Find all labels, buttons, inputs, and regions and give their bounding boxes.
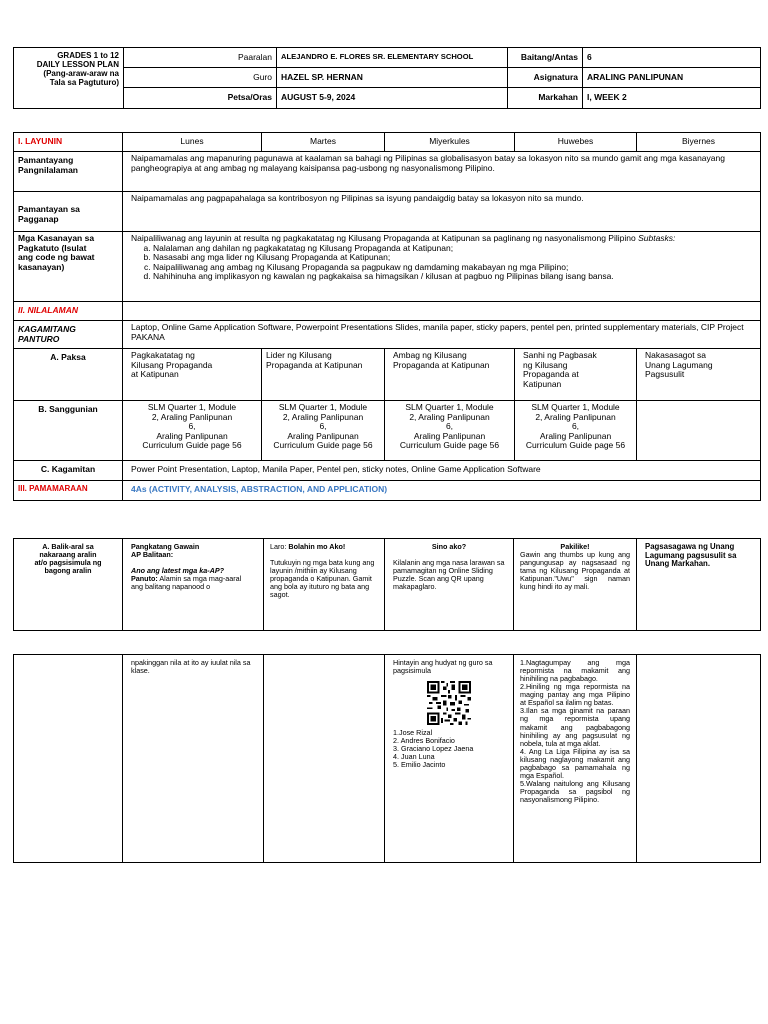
label-line: ang code ng bawat: [18, 252, 95, 263]
activities-table: [13, 538, 761, 631]
continuation-lunes: [123, 655, 264, 863]
paksa-biyernes: [637, 349, 761, 401]
qr-code-icon[interactable]: [427, 681, 471, 725]
kasanayan-label: [14, 232, 123, 302]
activity-title: Bolahin mo Ako!: [288, 542, 346, 551]
asignatura-label: Asignatura: [508, 68, 583, 88]
label-line: Mga Kasanayan sa: [18, 233, 95, 243]
continuation-biyernes: [637, 655, 761, 863]
sanggunian-line: Araling Panlipunan: [156, 430, 228, 441]
list-item: 3.Ilan sa mga ginamit na paraan ng mga repormista upang makamit ang pagbabagong hinihiling ay ang pagsusulat ng nobela, tula at mga aklat.: [520, 706, 630, 748]
label-line: Pangnilalaman: [18, 164, 78, 175]
dlp-title-line: GRADES 1 to 12: [57, 51, 119, 60]
kagamitang-text: Laptop, Online Game Application Software, Powerpoint Presentations Slides, manila paper, sticky papers, pentel pen, printed supplementary materials, CIP Project PAKANA: [123, 321, 761, 349]
day-header-miyerkules: Miyerkules: [385, 133, 515, 152]
activity-text: Gawin ang thumbs up kung ang pangungusap ay nagsasaad ng tama ng Kilusang Propaganda at Katipunan."Uwu" sign naman kung hindi ito ay mali.: [520, 550, 630, 592]
dlp-title-line: Tala sa Pagtuturo): [49, 77, 119, 87]
label-line: Pagganap: [18, 213, 59, 224]
day-header-lunes: Lunes: [123, 133, 262, 152]
sanggunian-line: Curriculum Guide page 56: [399, 440, 500, 451]
sanggunian-line: 2, Araling Panlipunan: [151, 411, 233, 422]
list-item: 5. Emilio Jacinto: [393, 760, 446, 770]
label-line: kasanayan): [18, 261, 65, 272]
sanggunian-miyerkules: [385, 401, 515, 461]
list-item: 3. Graciano Lopez Jaena: [393, 744, 474, 754]
sanggunian-line: Curriculum Guide page 56: [273, 440, 373, 451]
list-item: 5.Walang naitulong ang Kilusang Propaganda sa pagsibol ng nasyonalismong Pilipino.: [520, 778, 630, 805]
day-header-huwebes: Huwebes: [515, 133, 637, 152]
list-item: 1.Jose Rizal: [393, 728, 433, 738]
asignatura-value: ARALING PANLIPUNAN: [583, 68, 761, 88]
paksa-line: Ambag ng Kilusang: [393, 350, 467, 360]
paksa-line: Katipunan: [523, 378, 562, 389]
pamamaraan-heading: III. PAMAMARAAN: [14, 481, 123, 501]
sanggunian-line: SLM Quarter 1, Module: [147, 402, 237, 412]
guro-value: HAZEL SP. HERNAN: [277, 68, 508, 88]
sanggunian-line: SLM Quarter 1, Module: [531, 402, 620, 412]
activity-text: npakinggan nila at ito ay iuulat nila sa klase.: [131, 658, 251, 676]
subtask-item: c. Naipaliliwanag ang ambag ng Kilusang Propaganda sa pagpukaw ng damdaming makabayan ng mga Pilipino;: [153, 263, 752, 273]
paksa-martes: [262, 349, 385, 401]
label-line: Pamantayang: [18, 155, 74, 165]
kagamitan-label: C. Kagamitan: [14, 461, 123, 481]
kagamitang-label: [14, 321, 123, 349]
sanggunian-line: Curriculum Guide page 56: [525, 440, 626, 451]
subtasks-label: Subtasks:: [638, 233, 676, 243]
paksa-line: Unang Lagumang: [645, 359, 713, 370]
balik-aral-label: [14, 539, 123, 631]
activity-biyernes: [637, 539, 761, 631]
paksa-label: A. Paksa: [14, 349, 123, 401]
label-line: KAGAMITANG: [18, 324, 76, 334]
panuto-label: Panuto:: [131, 574, 158, 584]
paksa-miyerkules: [385, 349, 515, 401]
sanggunian-martes: [262, 401, 385, 461]
activity-text: Tutukuyin ng mga bata kung ang layunin /mithiin ay Kilusang propaganda o Katipunan. Gamit ang bola ay ituturo ng bata ang sagot.: [270, 558, 375, 600]
sanggunian-line: Araling Panlipunan: [287, 430, 359, 441]
sanggunian-line: SLM Quarter 1, Module: [278, 402, 368, 412]
paksa-line: Pagkakatatag ng: [131, 350, 195, 360]
paaralan-value: ALEJANDRO E. FLORES SR. ELEMENTARY SCHOOL: [277, 48, 508, 68]
baitang-label: Baitang/Antas: [508, 48, 583, 68]
sanggunian-line: 6,: [571, 421, 580, 432]
activity-miyerkules: [385, 539, 514, 631]
activity-huwebes: [514, 539, 637, 631]
day-header-martes: Martes: [262, 133, 385, 152]
paksa-lunes: [123, 349, 262, 401]
activity-martes: [264, 539, 385, 631]
activity-title: Pakilike!: [560, 542, 590, 551]
subtask-item: d. Nahihinuha ang implikasyon ng kawalan ng pagkakaisa sa himagsikan / kilusan at pagbuo ng Pilipinas bilang isang bansa.: [153, 272, 752, 282]
label-line: at/o pagsisimula ng: [34, 558, 102, 568]
sanggunian-line: 2, Araling Panlipunan: [409, 411, 490, 422]
label-line: Pagkatuto (Isulat: [18, 242, 87, 253]
activity-title: Pangkatang Gawain: [131, 542, 200, 551]
laro-label: Laro:: [270, 542, 287, 551]
petsa-label: Petsa/Oras: [124, 88, 277, 109]
sanggunian-biyernes: [637, 401, 761, 461]
subtasks-list: [131, 244, 752, 282]
sanggunian-line: Araling Panlipunan: [539, 430, 612, 441]
pagganap-text: Naipamamalas ang pagpapahalaga sa kontribosyon ng Pilipinas sa isyung pandaigdig batay sa lokasyon nito sa mundo.: [123, 192, 761, 232]
sanggunian-line: 6,: [319, 421, 327, 432]
activity-text: Pagsasagawa ng Unang Lagumang pagsusulit sa Unang Markahan.: [645, 542, 737, 569]
pamantayang-text: Naipamamalas ang mapanuring pagunawa at kaalaman sa bahagi ng Pilipinas sa globalisasyon batay sa lokasyon nito sa mundo gamit ang mga kasanayang pangheograpiya at ang ambag ng malayang kaisipansa pag-usbong ng nasyonalismong Pilipino.: [123, 152, 761, 192]
paksa-huwebes: [515, 349, 637, 401]
day-header-biyernes: Biyernes: [637, 133, 761, 152]
sanggunian-line: Curriculum Guide page 56: [142, 440, 242, 451]
label-line: A. Balik-aral sa: [42, 542, 94, 551]
paksa-line: Pagsusulit: [645, 369, 685, 380]
activity-title: AP Balitaan:: [131, 550, 174, 560]
activity-title: Sino ako?: [431, 542, 467, 551]
pamantayang-label: [14, 152, 123, 192]
paksa-line: Propaganda at Katipunan: [393, 359, 490, 370]
activity-lunes: [123, 539, 264, 631]
activity-text: Hintayin ang hudyat ng guro sa pagsisimula: [393, 658, 493, 676]
paksa-line: Propaganda at Katipunan: [266, 359, 363, 370]
list-item: 1.Nagtagumpay ang mga repormista na makamit ang hinihiling na pagbabago.: [520, 658, 630, 684]
pagganap-label: [14, 192, 123, 232]
sanggunian-huwebes: [515, 401, 637, 461]
paaralan-label: Paaralan: [124, 48, 277, 68]
list-item: 2. Andres Bonifacio: [393, 736, 455, 746]
continuation-martes: [264, 655, 385, 863]
activity-text: Kilalanin ang mga nasa larawan sa pamamagitan ng Online Sliding Puzzle. Scan ang QR upang makapaglaro.: [393, 558, 505, 592]
list-item: 4. Juan Luna: [393, 752, 435, 762]
guro-label: Guro: [124, 68, 277, 88]
subtask-item: b. Nasasabi ang mga lider ng Kilusang Propaganda at Katipunan;: [153, 253, 752, 263]
sanggunian-label: B. Sanggunian: [14, 401, 123, 461]
sanggunian-line: 6,: [445, 421, 454, 432]
list-item: 4. Ang La Liga Filipina ay isa sa kilusang naglayong makamit ang pagbabago sa pamamahala ng mga Español.: [520, 746, 630, 780]
markahan-value: I, WEEK 2: [583, 88, 761, 109]
sanggunian-line: 2, Araling Panlipunan: [535, 411, 616, 422]
layunin-heading: I. LAYUNIN: [14, 133, 123, 152]
paksa-line: at Katipunan: [131, 369, 179, 380]
label-line: nakaraang aralin: [39, 550, 97, 560]
kagamitan-text: Power Point Presentation, Laptop, Manila Paper, Pentel pen, sticky notes, Online Game Application Software: [123, 461, 761, 481]
header-table: [13, 47, 761, 109]
dlp-title-line: (Pang-araw-araw na: [43, 68, 119, 78]
list-item: 2.Hiniling ng mga repormista na maging pantay ang mga Pilipino at Español sa ilalim ng batas.: [520, 682, 630, 708]
pamamaraan-text: 4As (ACTIVITY, ANALYSIS, ABSTRACTION, AND APPLICATION): [123, 481, 761, 501]
label-line: Pamantayan sa: [18, 204, 80, 214]
paksa-line: Nakasasagot sa: [645, 350, 706, 360]
paksa-line: Lider ng Kilusang: [266, 350, 332, 360]
sanggunian-line: 2, Araling Panlipunan: [282, 411, 364, 422]
nilalaman-heading: II. NILALAMAN: [14, 302, 123, 321]
markahan-label: Markahan: [508, 88, 583, 109]
panuto-text: Alamin sa mga mag-aaral ang balitang napanood o: [131, 574, 242, 592]
continuation-label-empty: [14, 655, 123, 863]
baitang-value: 6: [583, 48, 761, 68]
sanggunian-lunes: [123, 401, 262, 461]
sanggunian-line: SLM Quarter 1, Module: [405, 402, 494, 412]
dlp-title: [14, 48, 124, 109]
continuation-table: [13, 654, 761, 863]
lesson-plan-table: [13, 132, 761, 501]
continuation-miyerkules: [385, 655, 514, 863]
continuation-huwebes: [514, 655, 637, 863]
kasanayan-intro: Naipaliliwanag ang layunin at resulta ng pagkakatatag ng Kilusang Propaganda at Katipunan sa paglinang ng nasyonalismong Pilipino: [131, 233, 636, 243]
petsa-value: AUGUST 5-9, 2024: [277, 88, 508, 109]
label-line: bagong aralin: [44, 566, 92, 576]
nilalaman-empty: [123, 302, 761, 321]
paksa-line: Propaganda at: [523, 369, 579, 380]
kasanayan-content: [123, 232, 761, 302]
activity-question: Ano ang latest mga ka-AP?: [131, 566, 225, 576]
label-line: PANTURO: [18, 333, 60, 344]
subtask-item: a. Nalalaman ang dahilan ng pagkakatatag ng Kilusang Propaganda at Katipunan;: [153, 244, 752, 254]
paksa-line: ng Kilusang: [523, 359, 568, 370]
sanggunian-line: 6,: [188, 421, 196, 432]
sanggunian-line: Araling Panlipunan: [413, 430, 486, 441]
paksa-line: Sanhi ng Pagbasak: [523, 350, 597, 360]
dlp-title-line: DAILY LESSON PLAN: [36, 59, 119, 69]
paksa-line: Kilusang Propaganda: [131, 359, 213, 370]
